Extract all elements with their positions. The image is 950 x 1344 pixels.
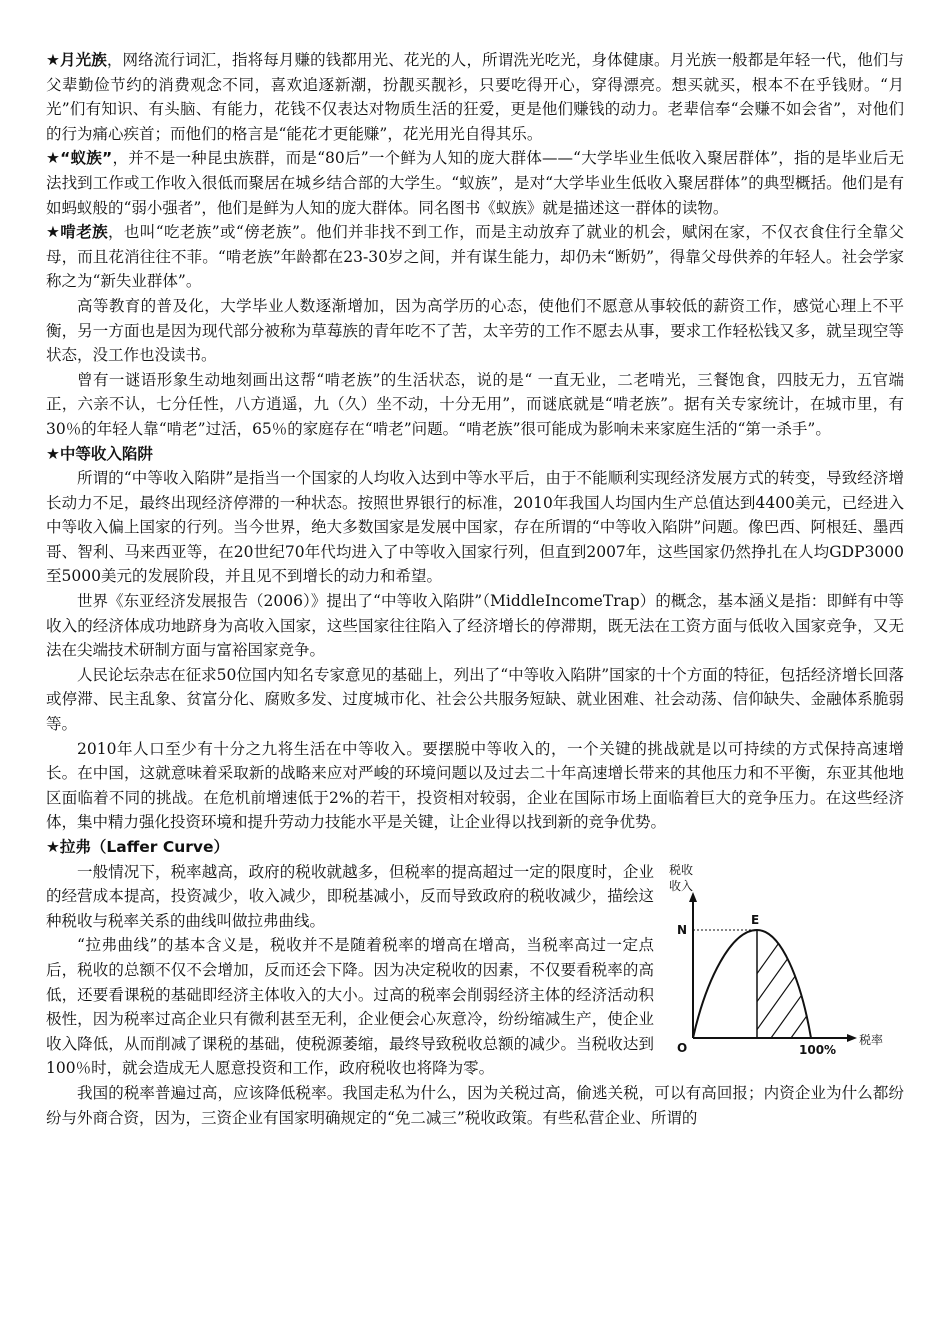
paragraph-trap-4: 2010年人口至少有十分之九将生活在中等收入。要摆脱中等收入的，一个关键的挑战就是以可持续的方式保持高速增长。在中国，这就意味着采取新的战略来应对严峻的环境问题以及过去二十年高速增长带来的其他压力和不平衡，东亚其他地区面临着不同的挑战。在危机前增速低于2%的若干，投资相对较弱，企业在国际市场上面临着巨大的竞争压力。在这些经济体，集中精力强化投资环境和提升劳动力技能水平是关键，让企业得以找到新的竞争优势。 <box>46 739 904 832</box>
paragraph-laffer-1: 一般情况下，税率越高，政府的税收就越多，但税率的提高超过一定的限度时，企业的经营成本提高，投资减少，收入减少，即税基减小，反而导致政府的税收减少，描绘这种税收与税率关系的曲线叫做拉弗曲线。 <box>46 862 654 930</box>
heading-middle-income-trap: ★中等收入陷阱 <box>46 444 153 463</box>
document-page <box>46 48 904 1130</box>
laffer-curve <box>693 930 811 1038</box>
laffer-curve-svg <box>661 860 904 1070</box>
origin-label: O <box>677 1040 688 1055</box>
paragraph-laffer-3: 我国的税率普遍过高，应该降低税率。我国走私为什么，因为关税过高，偷逃关税，可以有高回报；内资企业为什么都纷纷与外商合资，因为，三资企业有国家明确规定的“免二减三”税收政策。有些私营企业、所谓的 <box>46 1083 904 1127</box>
paragraph-kenlao-1: 高等教育的普及化，大学毕业人数逐渐增加，因为高学历的心态，使他们不愿意从事较低的薪资工作，感觉心理上不平衡，另一方面也是因为现代部分被称为草莓族的青年吃不了苦，太辛劳的工作不愿去从事，要求工作轻松钱又多，就呈现空等状态，没工作也没读书。 <box>46 296 904 365</box>
term-kenlao: ★啃老族 <box>46 223 108 242</box>
paragraph-kenlao-2: 曾有一谜语形象生动地刻画出这帮“啃老族”的生活状态，说的是“ 一直无业，二老啃光，三餐饱食，四肢无力，五官端正，六亲不认，七分任性，八方逍遥，九（久）坐不动，十分无用”，而谜底就是“啃老族”。据有关专家统计，在城市里，有30％的年轻人靠“啃老”过活，65％的家庭存在“啃老”问题。“啃老族”很可能成为影响未来家庭生活的“第一杀手”。 <box>46 370 904 438</box>
x-end-label: 100% <box>799 1042 837 1057</box>
laffer-curve-figure <box>661 860 904 1070</box>
text-laffer-2: “拉弗曲线”的基本含义是，税收并不是随着税率的增高在增高，当税率高过一定点后，税收的总额不仅不会增加，反而还会下降。因为决定税收的因素，不仅要看税率的高低，还要看课税的基础即经济主体收入的大小。过高的税率会削弱经济主体的经济活动积极性，因为税率过高企业只有微利甚至无利，企业便会心灰意冷，纷纷缩减生产，使企业收入降低，从而削减了课税的基础，使税源萎缩，最终导致税收总额的减少。当税收达到100％时，就会造成无人愿意投资和工作，政府税收也将降为零。 <box>46 936 654 1078</box>
heading-laffer: ★拉弗（Laffer Curve） <box>46 838 230 856</box>
paragraph-trap-3: 人民论坛杂志在征求50位国内知名专家意见的基础上，列出了“中等收入陷阱”国家的十个方面的特征，包括经济增长回落或停滞、民主乱象、贫富分化、腐败多发、过度城市化、社会公共服务短缺、就业困难、社会动荡、信仰缺失、金融体系脆弱等。 <box>46 665 904 734</box>
y-label-2: 收 <box>681 862 694 877</box>
y-axis-arrow <box>689 892 697 902</box>
paragraph-trap-2: 世界《东亚经济发展报告（2006）》提出了“中等收入陷阱”（MiddleIncomeTrap）的概念，基本涵义是指：即鲜有中等收入的经济体成功地跻身为高收入国家，这些国家往往陷入了经济增长的停滞期，既无法在工资方面与低收入国家竞争，又无法在尖端技术研制方面与富裕国家竞争。 <box>46 592 904 660</box>
term-yueguang: ★月光族 <box>46 51 107 69</box>
x-axis-arrow <box>847 1034 857 1042</box>
y-label-1: 税 <box>669 862 682 877</box>
text-yizu: ，并不是一种昆虫族群，而是“80后”一个鲜为人知的庞大群体——“大学毕业生低收入聚居群体”，指的是毕业后无法找到工作或工作收入很低而聚居在城乡结合部的大学生。“蚁族”，是对“大学毕业生低收入聚居群体”的典型概括。他们是有如蚂蚁般的“弱小强者”，他们是鲜为人知的庞大群体。同名图书《蚁族》就是描述这一群体的读物。 <box>46 149 904 217</box>
y-label-4: 入 <box>681 878 694 893</box>
paragraph-trap-1: 所谓的“中等收入陷阱”是指当一个国家的人均收入达到中等水平后，由于不能顺利实现经济发展方式的转变，导致经济增长动力不足，最终出现经济停滞的一种状态。按照世界银行的标准，2010年我国人均国内生产总值达到4400美元，已经进入中等收入偏上国家的行列。当今世界，绝大多数国家是发展中国家，存在所谓的“中等收入陷阱”问题。像巴西、阿根廷、墨西哥、智利、马来西亚等，在20世纪70年代均进入了中等收入国家行列，但直到2007年，这些国家仍然挣扎在人均GDP3000至5000美元的发展阶段，并且见不到增长的动力和希望。 <box>46 469 904 586</box>
y-label-3: 收 <box>669 878 682 893</box>
peak-label: E <box>751 912 760 927</box>
x-axis-label: 税率 <box>859 1032 884 1047</box>
laffer-section <box>46 860 904 1131</box>
paragraph-yueguang <box>46 48 904 146</box>
n-label: N <box>677 922 688 937</box>
paragraph-yizu <box>46 146 904 220</box>
paragraph-kenlao <box>46 220 904 294</box>
text-yueguang: ，网络流行词汇，指将每月赚的钱都用光、花光的人，所谓洗光吃光，身体健康。月光族一般都是年轻一代，他们与父辈勤俭节约的消费观念不同，喜欢追逐新潮，扮靓买靓衫，只要吃得开心，穿得漂亮。想买就买，根本不在乎钱财。“月光”们有知识、有头脑、有能力，花钱不仅表达对物质生活的狂爱，更是他们赚钱的动力。老辈信奉“会赚不如会省”，对他们的行为痛心疾首；而他们的格言是“能花才更能赚”，花光用光自得其乐。 <box>46 51 904 143</box>
term-yizu: ★“蚁族” <box>46 149 113 168</box>
text-kenlao: ，也叫“吃老族”或“傍老族”。他们并非找不到工作，而是主动放弃了就业的机会，赋闲在家，不仅衣食住行全靠父母，而且花消往往不菲。“啃老族”年龄都在23-30岁之间，并有谋生能力，却仍未“断奶”，得靠父母供养的年轻人。社会学家称之为“新失业群体”。 <box>46 223 904 291</box>
